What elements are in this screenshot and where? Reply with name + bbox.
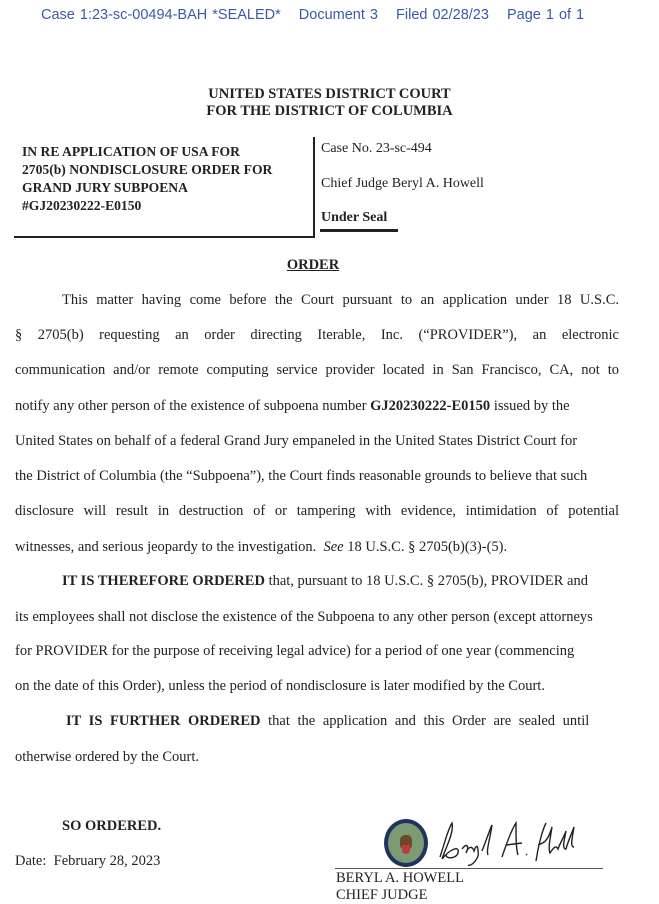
- caption-line: GRAND JURY SUBPOENA: [22, 180, 188, 195]
- ecf-header-stamp: [41, 7, 597, 23]
- text-span: notify any other person of the existence of subpoena number: [15, 398, 371, 414]
- body-line: This matter having come before the Court pursuant to an application under 18 U.S.C.: [62, 292, 619, 308]
- so-ordered: SO ORDERED.: [62, 818, 162, 834]
- ordered-clause: IT IS FURTHER ORDERED: [66, 713, 261, 729]
- court-heading: [0, 86, 659, 120]
- body-line: the District of Columbia (the “Subpoena”), the Court finds reasonable grounds to believe that such: [15, 468, 588, 484]
- body-line: its employees shall not disclose the existence of the Subpoena to any other person (except attorneys: [15, 609, 593, 625]
- body-line: for PROVIDER for the purpose of receiving legal advice) for a period of one year (commencing: [15, 643, 575, 659]
- body-line: communication and/or remote computing service provider located in San Francisco, CA, not to: [15, 362, 619, 378]
- caption-line: IN RE APPLICATION OF USA FOR: [22, 144, 240, 159]
- subpoena-number: GJ20230222-E0150: [370, 398, 491, 414]
- stamp-filed: Filed 02/28/23: [396, 7, 489, 23]
- stamp-case: Case 1:23-sc-00494-BAH *SEALED*: [41, 7, 281, 23]
- court-line-2: FOR THE DISTRICT OF COLUMBIA: [206, 103, 453, 119]
- text-span: witnesses, and serious jeopardy to the investigation.: [15, 539, 324, 555]
- citation-signal: See: [323, 539, 344, 555]
- text-span: that the application and this Order are sealed until: [260, 713, 590, 729]
- case-number: Case No. 23-sc-494: [321, 141, 432, 156]
- stamp-page: Page 1 of 1: [506, 7, 585, 23]
- caption-divider-horizontal: [14, 236, 314, 238]
- signature-block: [380, 815, 600, 870]
- ordered-clause: IT IS THEREFORE ORDERED: [62, 573, 265, 589]
- stamp-document: Document 3: [298, 7, 378, 23]
- body-line: United States on behalf of a federal Grand Jury empaneled in the United States District Court for: [15, 433, 578, 449]
- order-title: ORDER: [286, 257, 340, 273]
- judge-title: CHIEF JUDGE: [336, 887, 428, 903]
- assigned-judge: Chief Judge Beryl A. Howell: [321, 176, 484, 191]
- text-span: issued by the: [490, 398, 570, 414]
- seal-status-underline: [320, 229, 398, 232]
- body-line: disclosure will result in destruction of or tampering with evidence, intimidation of potential: [15, 503, 619, 519]
- order-date: Date: February 28, 2023: [15, 853, 161, 869]
- body-line: on the date of this Order), unless the period of nondisclosure is later modified by the Court.: [15, 678, 545, 694]
- body-line: [66, 713, 611, 730]
- court-line-1: UNITED STATES DISTRICT COURT: [208, 86, 451, 102]
- body-line: [62, 573, 619, 590]
- court-seal-icon: [384, 819, 428, 867]
- text-span: 18 U.S.C. § 2705(b)(3)-(5).: [343, 539, 508, 555]
- body-line: § 2705(b) requesting an order directing Iterable, Inc. (“PROVIDER”), an electronic: [15, 327, 619, 343]
- signature-image: [432, 815, 582, 870]
- caption-divider-vertical: [313, 137, 315, 238]
- body-line: otherwise ordered by the Court.: [15, 749, 200, 765]
- body-line: [15, 398, 619, 415]
- body-line: [15, 539, 619, 556]
- case-caption: [22, 143, 272, 215]
- text-span: that, pursuant to 18 U.S.C. § 2705(b), PROVIDER and: [264, 573, 588, 589]
- signature-line: [335, 868, 603, 869]
- seal-status: Under Seal: [321, 210, 388, 225]
- judge-name: BERYL A. HOWELL: [336, 870, 464, 886]
- caption-line: #GJ20230222-E0150: [22, 198, 142, 213]
- caption-line: 2705(b) NONDISCLOSURE ORDER FOR: [22, 162, 273, 177]
